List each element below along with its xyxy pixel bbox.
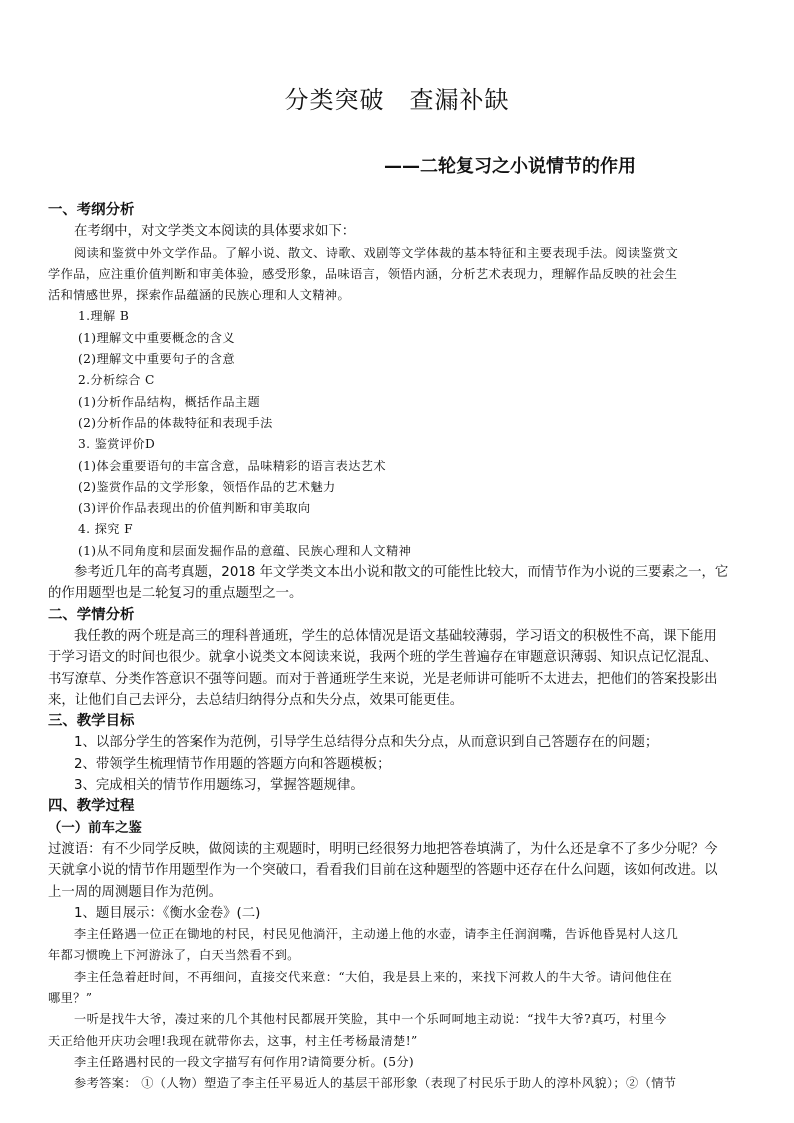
- text-line: (1)从不同角度和层面发掘作品的意蕴、民族心理和人文精神: [78, 543, 412, 558]
- text-line: 活和情感世界，探索作品蕴涵的民族心理和人文精神。: [48, 288, 351, 303]
- text-line: 4. 探究 F: [78, 522, 134, 537]
- text-line: 于学习语文的时间也很少。就拿小说类文本阅读来说，我两个班的学生普遍存在审题意识薄弱、知识点记忆混乱、: [48, 650, 718, 666]
- text-line: 阅读和鉴赏中外文学作品。了解小说、散文、诗歌、戏剧等文学体裁的基本特征和主要表现手法。阅读鉴赏文: [74, 245, 679, 260]
- document-body: [48, 200, 756, 1094]
- section-heading: 四、教学过程: [48, 798, 135, 815]
- text-line: 1、以部分学生的答案作为范例，引导学生总结得分点和失分点，从而意识到自己答题存在的问题；: [74, 735, 659, 751]
- text-line: 3、完成相关的情节作用题练习，掌握答题规律。: [74, 778, 364, 794]
- text-line: 天正给他开庆功会哩!我现在就带你去，这事，村主任考杨最清楚!”: [48, 1033, 418, 1048]
- text-line: 在考纲中，对文学类文本阅读的具体要求如下：: [74, 224, 356, 240]
- text-line: 一听是找牛大爷，凑过来的几个其他村民都展开笑脸，其中一个乐呵呵地主动说：“找牛大爷?真巧，村里今: [74, 1012, 667, 1027]
- text-line: 参考答案： ①（人物）塑造了李主任平易近人的基层干部形象（表现了村民乐于助人的淳朴风貌）；②（情节: [74, 1076, 677, 1091]
- text-line: (2)分析作品的体裁特征和表现手法: [78, 415, 273, 430]
- text-line: 2.分析综合 C: [78, 373, 155, 388]
- text-line: (3)评价作品表现出的价值判断和审美取向: [78, 501, 311, 516]
- document-subtitle: ——二轮复习之小说情节的作用: [384, 156, 636, 177]
- text-line: 来，让他们自己去评分，去总结归纳得分点和失分点，效果可能更佳。: [48, 692, 464, 708]
- subsection-heading: （一）前车之鉴: [48, 820, 142, 836]
- section-heading: 一、考纲分析: [48, 202, 135, 218]
- text-line: (1)理解文中重要概念的含义: [78, 330, 235, 345]
- text-line: (1)体会重要语句的丰富含意，品味精彩的语言表达艺术: [78, 458, 386, 473]
- text-line: 过渡语：有不少同学反映，做阅读的主观题时，明明已经很努力地把答卷填满了，为什么还是拿不了多少分呢？今: [48, 841, 718, 857]
- text-line: 2、带领学生梳理情节作用题的答题方向和答题模板；: [74, 756, 391, 772]
- text-line: 上一周的周测题目作为范例。: [48, 884, 223, 900]
- text-line: (2)理解文中重要句子的含意: [78, 352, 235, 367]
- text-line: (1)分析作品结构，概括作品主题: [78, 394, 261, 409]
- text-line: 年都习惯晚上下河游泳了，白天当然看不到。: [48, 948, 300, 963]
- text-line: 李主任急着赶时间，不再细问，直接交代来意：“大伯，我是县上来的，来找下河救人的牛大爷。请问他住在: [74, 969, 673, 984]
- text-line: 3. 鉴赏评价D: [78, 437, 156, 452]
- text-line: 天就拿小说的情节作用题型作为一个突破口，看看我们目前在这种题型的答题中还存在什么问题，该如何改进。以: [48, 863, 718, 879]
- text-line: 李主任路遇一位正在锄地的村民，村民见他淌汗，主动递上他的水壶，请李主任润润嘴，告诉他昏晃村人这几: [74, 927, 679, 942]
- section-heading: 二、学情分析: [48, 606, 135, 623]
- text-line: 1.理解 B: [78, 309, 130, 324]
- text-line: 1、题目展示：《衡水金卷》(二): [74, 905, 261, 921]
- text-line: 书写潦草、分类作答意识不强等问题。而对于普通班学生来说，光是老师讲可能听不太进去，把他们的答案投影出: [48, 671, 718, 687]
- text-line: 学作品，应注重价值判断和审美体验，感受形象，品味语言，领悟内涵，分析艺术表现力，理解作品反映的社会生: [48, 266, 678, 281]
- text-line: 我任教的两个班是高三的理科普通班，学生的总体情况是语文基础较薄弱，学习语文的积极性不高，课下能用: [74, 628, 717, 644]
- text-line: (2)鉴赏作品的文学形象，领悟作品的艺术魅力: [78, 479, 336, 494]
- section-heading: 三、教学目标: [48, 713, 135, 730]
- text-line: 的作用题型也是二轮复习的重点题型之一。: [48, 586, 303, 602]
- text-line: 哪里？”: [48, 990, 93, 1005]
- text-line: 李主任路遇村民的一段文字描写有何作用?请简要分析。(5分): [74, 1054, 415, 1069]
- text-line: 参考近几年的高考真题，2018 年文学类文本出小说和散文的可能性比较大，而情节作为小说的三要素之一，它: [74, 565, 729, 581]
- document-title: 分类突破 查漏补缺: [284, 86, 510, 114]
